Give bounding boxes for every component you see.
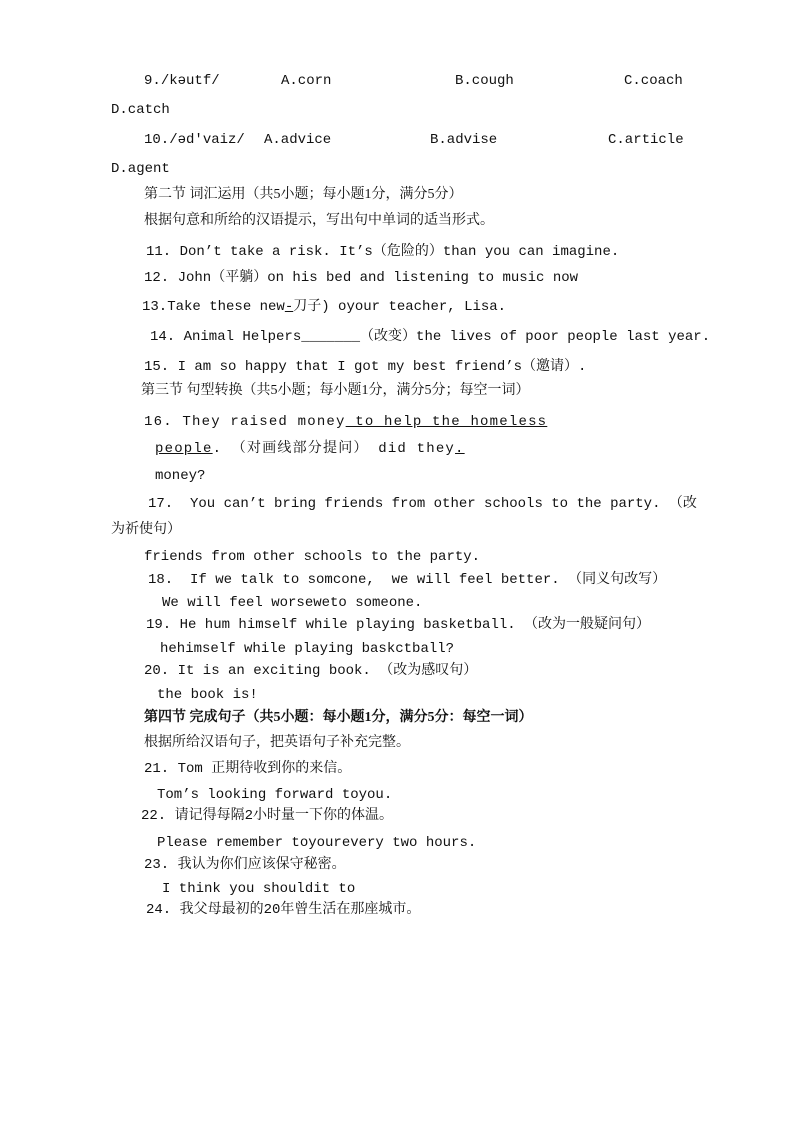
- question-13-hint: 刀子): [293, 299, 330, 315]
- question-16-underlined-part-2: people: [155, 441, 213, 457]
- question-12: 12. John（平躺）on his bed and listening to music now: [144, 270, 579, 286]
- question-18-line-2: We will feel worseweto someone.: [162, 595, 423, 611]
- section-2-instruction: 根据句意和所给的汉语提示，写出句中单词的适当形式。: [144, 213, 494, 228]
- question-14-blank: s_______: [292, 329, 361, 345]
- question-23-line-2: I think you shouldit to: [162, 881, 356, 897]
- question-17-line-3: friends from other schools to the party.: [144, 549, 481, 565]
- question-16-instruction: . （对画线部分提问） did they: [212, 441, 456, 457]
- question-13-blank: -: [284, 299, 294, 315]
- question-10-option-c: C.article: [608, 132, 684, 148]
- question-14-text-end: （改变）the lives of poor people last year.: [360, 329, 711, 345]
- question-13-text-end: oyour teacher, Lisa.: [329, 299, 507, 315]
- section-4-instruction: 根据所给汉语句子，把英语句子补充完整。: [144, 735, 410, 750]
- question-14: [150, 328, 710, 346]
- question-14-text: 14. Animal Helper: [150, 329, 293, 345]
- question-21-line-2: Tom’s looking forward toyou.: [157, 787, 393, 803]
- question-17-line-2: 为祈使句）: [111, 522, 181, 537]
- question-9-stem: [144, 72, 220, 90]
- question-9-phonetic: /kəutf/: [160, 73, 220, 89]
- question-21-line-1: 21. Tom 正期待收到你的来信。: [144, 761, 352, 777]
- question-16-text: 16. They raised money: [144, 414, 346, 430]
- question-16-blank: .: [455, 441, 465, 457]
- question-10-option-a: A.advice: [264, 132, 332, 148]
- question-23-line-1: 23. 我认为你们应该保守秘密。: [144, 857, 346, 873]
- question-11: 11. Don’t take a risk. It’s（危险的）than you can imagine.: [146, 244, 620, 260]
- question-9-option-c: C.coach: [624, 73, 683, 89]
- section-2-title: 第二节 词汇运用（共5小题；每小题1分，满分5分）: [144, 187, 463, 202]
- question-9-number: 9.: [144, 73, 161, 89]
- question-18-line-1: 18. If we talk to somcone, we will feel better. （同义句改写）: [148, 572, 667, 588]
- question-9-option-d: D.catch: [111, 102, 170, 118]
- question-19-line-1: 19. He hum himself while playing basketball. （改为一般疑问句）: [146, 617, 651, 633]
- question-16-line-2: [155, 440, 465, 458]
- question-20-line-1: 20. It is an exciting book. （改为感叹句）: [144, 663, 478, 679]
- question-16-line-1: [144, 413, 547, 431]
- section-4-title: 第四节 完成句子（共5小题：每小题1分，满分5分：每空一词）: [144, 710, 533, 725]
- question-9-option-b: B.cough: [455, 73, 514, 89]
- question-16-line-3: money?: [155, 468, 206, 484]
- question-10-option-b: B.advise: [430, 132, 498, 148]
- question-16-underlined-part: to help the homeless: [345, 414, 548, 430]
- question-24-line-1: 24. 我父母最初的20年曾生活在那座城市。: [146, 902, 421, 918]
- question-22-line-1: 22. 请记得每隔2小时量一下你的体温。: [141, 808, 394, 824]
- section-3-title: 第三节 句型转换（共5小题；每小题1分，满分5分；每空一词）: [141, 383, 530, 398]
- question-10-number: 10.: [144, 132, 170, 148]
- question-10-option-d: D.agent: [111, 161, 170, 177]
- question-10-stem: [144, 131, 245, 149]
- question-15: 15. I am so happy that I got my best friend’s（邀请）.: [144, 359, 587, 375]
- question-19-line-2: hehimself while playing baskctball?: [160, 641, 455, 657]
- question-17-line-1: 17. You can’t bring friends from other schools to the party. （改: [148, 496, 697, 512]
- question-20-line-2: the book is!: [157, 687, 258, 703]
- question-10-phonetic: /əd'vaiz/: [169, 132, 245, 148]
- question-13: [142, 298, 506, 316]
- question-22-line-2: Please remember toyourevery two hours.: [157, 835, 477, 851]
- question-13-text: 13.Take these new: [142, 299, 285, 315]
- question-9-option-a: A.corn: [281, 73, 332, 89]
